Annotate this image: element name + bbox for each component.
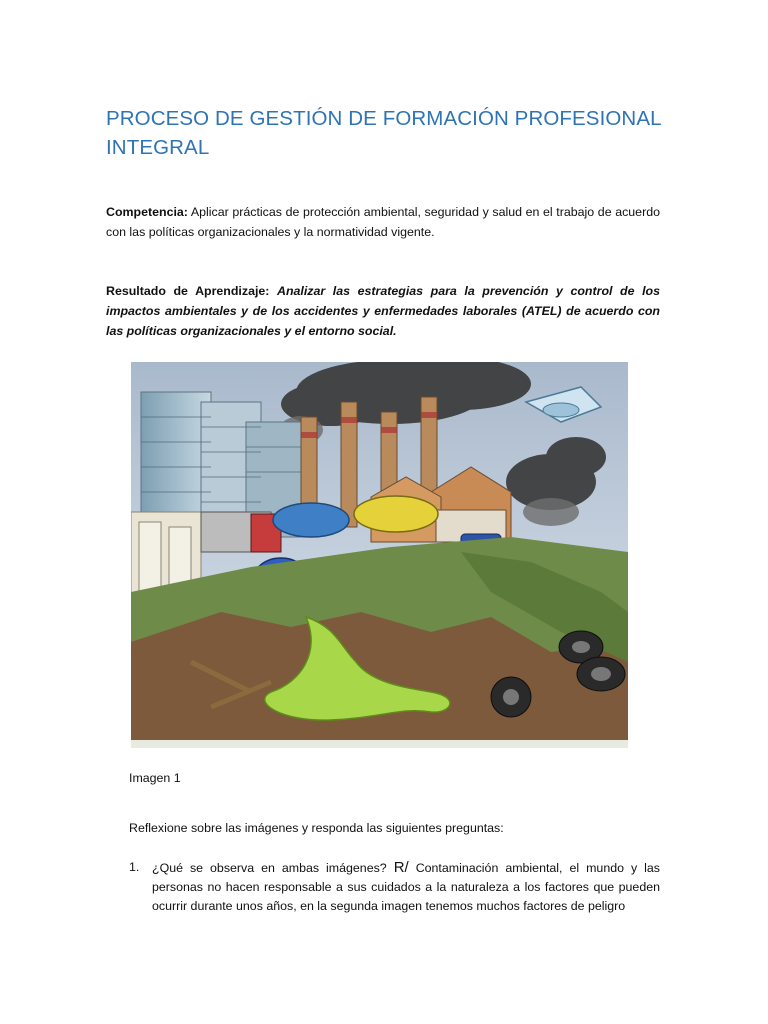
competencia-paragraph [106,202,660,242]
question-number: 1. [129,860,140,874]
pollution-illustration [131,362,628,748]
resultado-paragraph [106,281,660,341]
resultado-text: Analizar las estrategias para la prevención y control de los impactos ambientales y de los accidentes y enfermedades laborales (ATEL) de acuerdo con las políticas organizacionales y el entorno social. [106,284,660,338]
document-title: PROCESO DE GESTIÓN DE FORMACIÓN PROFESIONAL INTEGRAL [106,107,661,159]
pollution-illustration-drawing [131,362,628,748]
question-text: ¿Qué se observa en ambas imágenes? [152,861,387,875]
competencia-label: Competencia: [106,205,188,219]
competencia-text: Aplicar prácticas de protección ambiental, seguridad y salud en el trabajo de acuerdo con las políticas organizacionales y la normatividad vigente. [106,205,660,239]
instruction-text: Reflexione sobre las imágenes y responda las siguientes preguntas: [129,821,504,835]
figure-caption: Imagen 1 [129,771,181,785]
answer-marker: R/ [393,859,409,876]
resultado-label: Resultado de Aprendizaje: [106,284,270,298]
question-text-block [152,858,660,916]
answer-text: Contaminación ambiental, el mundo y las personas no hacen responsable a sus cuidados a la naturaleza a los factores que pueden ocurrir durante unos años, en la segunda imagen tenemos muchos factores de peligro [152,861,660,913]
